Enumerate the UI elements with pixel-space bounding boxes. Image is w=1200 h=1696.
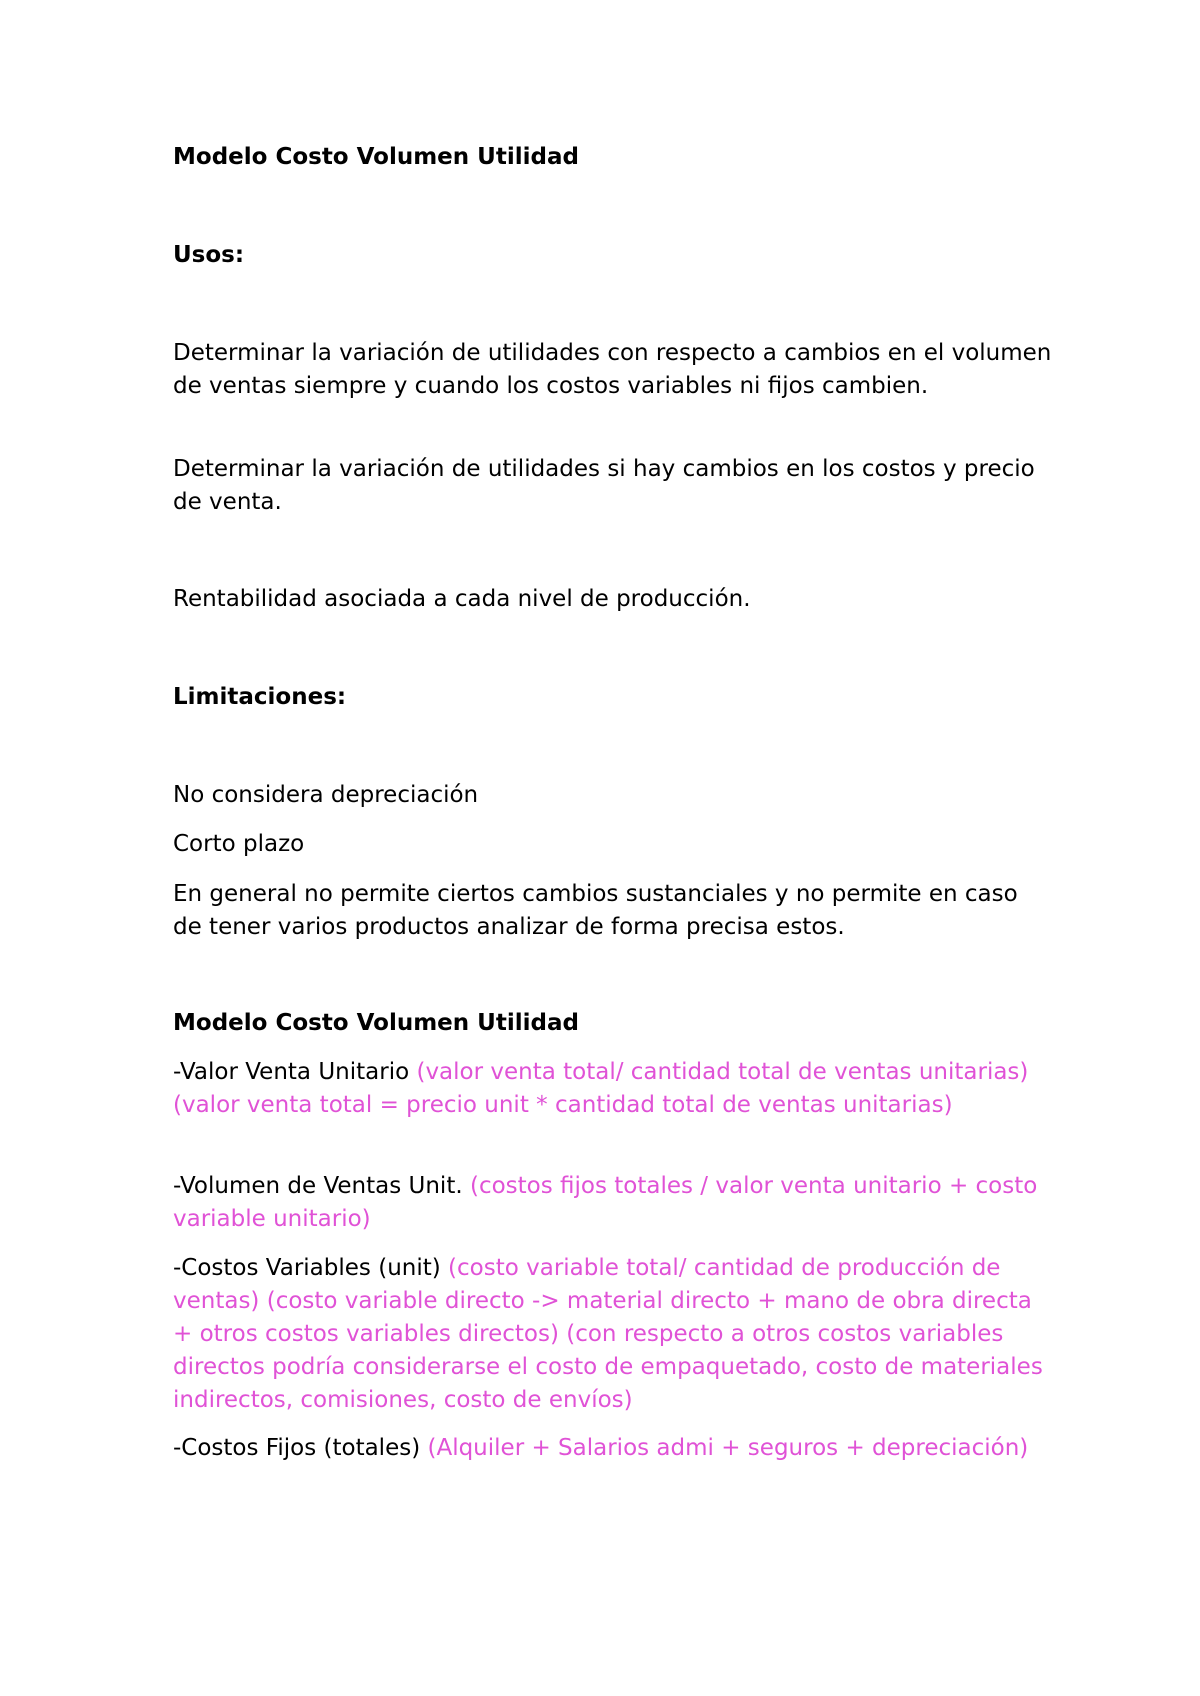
limitaciones-item: Corto plazo	[173, 831, 305, 857]
definition-note: (costos fijos totales / valor venta unitario + costo variable unitario)	[173, 1173, 1038, 1232]
definition-term: -Costos Fijos (totales)	[173, 1435, 421, 1461]
document-title: Modelo Costo Volumen Utilidad	[173, 144, 579, 170]
definition-term: -Costos Variables (unit)	[173, 1255, 441, 1281]
definition-term: -Volumen de Ventas Unit.	[173, 1173, 463, 1199]
definition-note: (Alquiler + Salarios admi + seguros + depreciación)	[427, 1435, 1029, 1461]
usos-item: Rentabilidad asociada a cada nivel de producción.	[173, 586, 751, 612]
definition-note: (valor venta total/ cantidad total de ventas unitarias) (valor venta total = precio unit * cantidad total de ventas unitarias)	[173, 1059, 1029, 1118]
usos-item: Determinar la variación de utilidades con respecto a cambios en el volumen de ventas siempre y cuando los costos variables ni fijos cambien.	[173, 340, 1052, 399]
definition-item	[173, 1056, 1053, 1122]
definition-item	[173, 1252, 1053, 1417]
limitaciones-item: No considera depreciación	[173, 782, 479, 808]
limitaciones-item: En general no permite ciertos cambios sustanciales y no permite en caso de tener varios productos analizar de forma precisa estos.	[173, 881, 1018, 940]
limitaciones-heading: Limitaciones:	[173, 684, 347, 710]
section-title: Modelo Costo Volumen Utilidad	[173, 1010, 579, 1036]
definition-note: (costo variable total/ cantidad de producción de ventas) (costo variable directo -> material directo + mano de obra directa + otros costos variables directos) (con respecto a otros costos variables directos podría considerarse el costo de empaquetado, costo de materiales indirectos, comisiones, costo de envíos)	[173, 1255, 1043, 1413]
definition-item	[173, 1170, 1053, 1236]
definition-item	[173, 1432, 1053, 1465]
usos-item: Determinar la variación de utilidades si hay cambios en los costos y precio de venta.	[173, 456, 1035, 515]
usos-heading: Usos:	[173, 242, 245, 268]
definition-term: -Valor Venta Unitario	[173, 1059, 410, 1085]
